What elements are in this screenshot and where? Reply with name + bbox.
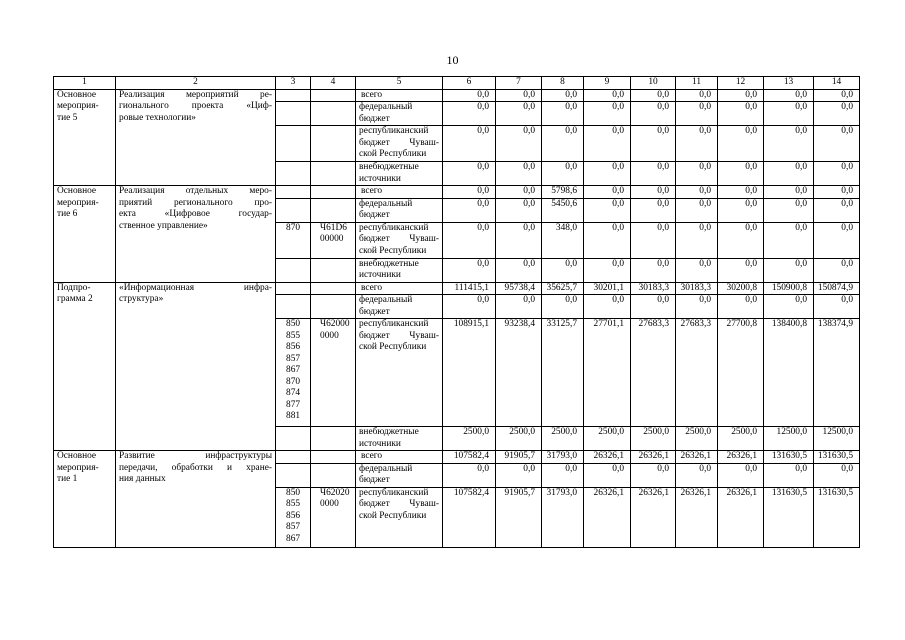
cell-line: мероприя- — [57, 462, 99, 473]
value-cell: 0,0 — [496, 222, 542, 258]
value-cell: 0,0 — [718, 126, 764, 162]
value-cell: 0,0 — [631, 186, 676, 199]
cell-line: ской Республики — [359, 149, 427, 159]
value-cell: 0,0 — [584, 102, 631, 126]
value-cell: 0,0 — [584, 186, 631, 199]
responsible-code — [276, 463, 311, 487]
value-cell: 0,0 — [496, 198, 542, 222]
cell-line: «Информационная инфра- — [119, 282, 272, 293]
classification-code — [311, 487, 356, 547]
funding-source — [356, 126, 443, 162]
value-cell: 30183,3 — [631, 282, 676, 295]
value-cell: 0,0 — [443, 258, 496, 282]
cell-line: 877 — [286, 399, 301, 410]
cell-line: внебюджетные — [359, 258, 419, 269]
value-cell: 0,0 — [631, 463, 676, 487]
cell-line: 857 — [286, 353, 301, 364]
value-cell: 2500,0 — [542, 427, 584, 451]
responsible-code — [276, 198, 311, 222]
value-cell: 0,0 — [443, 89, 496, 102]
value-cell: 0,0 — [631, 222, 676, 258]
value-cell: 91905,7 — [496, 451, 542, 464]
cell-line: 855 — [286, 499, 301, 509]
cell-line: ровые технологии» — [119, 112, 196, 123]
value-cell: 0,0 — [496, 295, 542, 319]
funding-source — [356, 186, 443, 199]
value-cell: 2500,0 — [496, 427, 542, 451]
value-cell: 0,0 — [631, 295, 676, 319]
value-cell: 26326,1 — [718, 487, 764, 547]
classification-code — [311, 162, 356, 186]
cell-line: федеральный — [359, 198, 413, 209]
column-number: 6 — [443, 77, 496, 90]
column-number: 14 — [814, 77, 860, 90]
value-cell: 0,0 — [764, 463, 814, 487]
value-cell: 0,0 — [764, 126, 814, 162]
value-cell: 0,0 — [631, 198, 676, 222]
budget-table — [53, 76, 860, 548]
column-number: 5 — [356, 77, 443, 90]
cell-line: федеральный — [359, 102, 413, 112]
funding-source — [356, 319, 443, 427]
classification-code — [311, 89, 356, 102]
column-number: 7 — [496, 77, 542, 90]
cell-line: внебюджетные — [359, 427, 419, 437]
cell-line: ской Республики — [359, 342, 427, 352]
value-cell: 108915,1 — [443, 319, 496, 427]
column-number: 11 — [676, 77, 718, 90]
cell-line: 870 — [286, 376, 301, 387]
classification-code — [311, 463, 356, 487]
value-cell: 131630,5 — [814, 451, 860, 464]
value-cell: 0,0 — [814, 102, 860, 126]
table-row — [54, 89, 860, 102]
value-cell: 0,0 — [814, 162, 860, 186]
responsible-code — [276, 89, 311, 102]
activity-name — [54, 451, 116, 548]
value-cell: 0,0 — [631, 102, 676, 126]
value-cell: 107582,4 — [443, 451, 496, 464]
cell-line: ской Республики — [359, 245, 427, 256]
value-cell: 0,0 — [764, 295, 814, 319]
cell-line: 0000 — [320, 330, 339, 341]
responsible-code — [276, 102, 311, 126]
value-cell: 0,0 — [542, 258, 584, 282]
cell-line: Реализация мероприятий ре- — [119, 89, 272, 100]
cell-line: ственное управление» — [119, 220, 208, 231]
cell-line: 0000 — [320, 499, 339, 509]
classification-code — [311, 126, 356, 162]
value-cell: 0,0 — [496, 126, 542, 162]
classification-code — [311, 295, 356, 319]
cell-line: мероприя- — [57, 101, 99, 111]
responsible-code — [276, 162, 311, 186]
value-cell: 27683,3 — [631, 319, 676, 427]
column-number: 4 — [311, 77, 356, 90]
value-cell: 0,0 — [496, 186, 542, 199]
funding-source — [356, 258, 443, 282]
responsible-code — [276, 282, 311, 295]
value-cell: 2500,0 — [631, 427, 676, 451]
cell-line: приятий регионального про- — [119, 197, 272, 208]
responsible-code — [276, 258, 311, 282]
value-cell: 0,0 — [584, 463, 631, 487]
funding-source — [356, 222, 443, 258]
cell-line: бюджет — [359, 113, 390, 124]
cell-line: 850 — [286, 319, 301, 329]
value-cell: 131630,5 — [764, 451, 814, 464]
value-cell: 0,0 — [584, 198, 631, 222]
cell-line: 00000 — [320, 234, 344, 244]
value-cell: 0,0 — [814, 126, 860, 162]
cell-line: Развитие инфраструктуры — [119, 451, 272, 461]
value-cell: 0,0 — [718, 222, 764, 258]
value-cell: 0,0 — [676, 126, 718, 162]
value-cell: 0,0 — [542, 89, 584, 102]
value-cell: 91905,7 — [496, 487, 542, 547]
cell-line: Ч62000 — [320, 319, 350, 329]
value-cell: 0,0 — [496, 102, 542, 126]
value-cell: 0,0 — [718, 162, 764, 186]
value-cell: 2500,0 — [584, 427, 631, 451]
cell-line: мероприя- — [57, 197, 99, 208]
value-cell: 0,0 — [764, 89, 814, 102]
cell-line: бюджет — [359, 210, 390, 220]
column-number: 8 — [542, 77, 584, 90]
cell-line: 856 — [286, 342, 301, 352]
value-cell: 0,0 — [764, 222, 814, 258]
value-cell: 27701,1 — [584, 319, 631, 427]
cell-line: бюджет Чуваш- — [359, 137, 439, 148]
column-number: 13 — [764, 77, 814, 90]
funding-source — [356, 295, 443, 319]
cell-line: республиканский — [359, 487, 429, 498]
value-cell: 0,0 — [676, 102, 718, 126]
cell-line: 874 — [286, 388, 301, 398]
cell-line: грамма 2 — [57, 294, 93, 304]
cell-line: федеральный — [359, 463, 413, 474]
column-number: 1 — [54, 77, 116, 90]
column-number: 3 — [276, 77, 311, 90]
classification-code — [311, 222, 356, 258]
value-cell: 0,0 — [584, 126, 631, 162]
value-cell: 0,0 — [676, 162, 718, 186]
activity-name — [54, 282, 116, 451]
classification-code — [311, 258, 356, 282]
value-cell: 0,0 — [496, 162, 542, 186]
cell-line: 867 — [286, 365, 301, 375]
value-cell: 0,0 — [814, 186, 860, 199]
cell-line: республиканский — [359, 319, 429, 329]
value-cell: 131630,5 — [814, 487, 860, 547]
classification-code — [311, 282, 356, 295]
column-number: 10 — [631, 77, 676, 90]
value-cell: 0,0 — [718, 89, 764, 102]
table-row — [54, 451, 860, 464]
value-cell: 95738,4 — [496, 282, 542, 295]
cell-line: бюджет — [359, 306, 390, 317]
value-cell: 0,0 — [718, 198, 764, 222]
cell-line: 850 — [286, 487, 301, 498]
cell-line: передачи, обработки и хране- — [119, 462, 272, 473]
cell-line: Реализация отдельных меро- — [119, 186, 272, 196]
cell-line: Подпро- — [57, 282, 91, 293]
table-row — [54, 186, 860, 199]
cell-line: всего — [361, 89, 383, 100]
responsible-code — [276, 319, 311, 427]
cell-line: Основное — [57, 451, 97, 461]
value-cell: 0,0 — [443, 102, 496, 126]
activity-description — [116, 89, 276, 186]
value-cell: 30201,1 — [584, 282, 631, 295]
value-cell: 0,0 — [584, 258, 631, 282]
cell-line: 857 — [286, 522, 301, 532]
value-cell: 27683,3 — [676, 319, 718, 427]
funding-source — [356, 282, 443, 295]
value-cell: 0,0 — [631, 89, 676, 102]
value-cell: 0,0 — [718, 463, 764, 487]
value-cell: 138374,9 — [814, 319, 860, 427]
value-cell: 0,0 — [443, 198, 496, 222]
value-cell: 0,0 — [814, 463, 860, 487]
funding-source — [356, 162, 443, 186]
funding-source — [356, 463, 443, 487]
value-cell: 0,0 — [443, 186, 496, 199]
cell-line: Основное — [57, 89, 97, 100]
cell-line: тие 1 — [57, 474, 78, 484]
cell-line: 855 — [286, 330, 301, 341]
value-cell: 0,0 — [718, 102, 764, 126]
value-cell: 0,0 — [718, 186, 764, 199]
column-number: 2 — [116, 77, 276, 90]
classification-code — [311, 102, 356, 126]
value-cell: 0,0 — [496, 258, 542, 282]
value-cell: 26326,1 — [676, 487, 718, 547]
value-cell: 26326,1 — [584, 487, 631, 547]
table-row — [54, 282, 860, 295]
value-cell: 150900,8 — [764, 282, 814, 295]
cell-line: источники — [359, 173, 401, 184]
responsible-code — [276, 295, 311, 319]
value-cell: 0,0 — [718, 295, 764, 319]
value-cell: 0,0 — [542, 162, 584, 186]
funding-source — [356, 427, 443, 451]
value-cell: 0,0 — [443, 222, 496, 258]
value-cell: 0,0 — [764, 102, 814, 126]
value-cell: 0,0 — [764, 162, 814, 186]
value-cell: 0,0 — [496, 89, 542, 102]
value-cell: 0,0 — [542, 102, 584, 126]
value-cell: 0,0 — [443, 126, 496, 162]
cell-line: 856 — [286, 510, 301, 521]
responsible-code — [276, 451, 311, 464]
value-cell: 33125,7 — [542, 319, 584, 427]
value-cell: 2500,0 — [676, 427, 718, 451]
value-cell: 0,0 — [814, 258, 860, 282]
activity-name — [54, 89, 116, 186]
value-cell: 5450,6 — [542, 198, 584, 222]
value-cell: 0,0 — [496, 463, 542, 487]
value-cell: 26326,1 — [631, 451, 676, 464]
cell-line: бюджет — [359, 475, 390, 485]
value-cell: 0,0 — [631, 258, 676, 282]
cell-line: 870 — [286, 222, 301, 233]
funding-source — [356, 89, 443, 102]
activity-description — [116, 186, 276, 283]
value-cell: 12500,0 — [814, 427, 860, 451]
value-cell: 31793,0 — [542, 451, 584, 464]
cell-line: бюджет Чуваш- — [359, 234, 439, 244]
value-cell: 0,0 — [542, 126, 584, 162]
cell-line: Ч61D6 — [320, 222, 347, 233]
cell-line: екта «Цифровое государ- — [119, 209, 272, 219]
value-cell: 26326,1 — [718, 451, 764, 464]
value-cell: 107582,4 — [443, 487, 496, 547]
cell-line: источники — [359, 270, 401, 280]
cell-line: ской Республики — [359, 510, 427, 521]
value-cell: 0,0 — [676, 295, 718, 319]
value-cell: 131630,5 — [764, 487, 814, 547]
classification-code — [311, 319, 356, 427]
value-cell: 26326,1 — [584, 451, 631, 464]
cell-line: 881 — [286, 411, 301, 421]
cell-line: тие 5 — [57, 112, 78, 123]
value-cell: 348,0 — [542, 222, 584, 258]
value-cell: 111415,1 — [443, 282, 496, 295]
value-cell: 0,0 — [814, 222, 860, 258]
value-cell: 0,0 — [764, 186, 814, 199]
value-cell: 0,0 — [542, 295, 584, 319]
funding-source — [356, 451, 443, 464]
value-cell: 0,0 — [676, 463, 718, 487]
value-cell: 27700,8 — [718, 319, 764, 427]
value-cell: 138400,8 — [764, 319, 814, 427]
funding-source — [356, 487, 443, 547]
responsible-code — [276, 126, 311, 162]
column-number: 9 — [584, 77, 631, 90]
value-cell: 0,0 — [814, 198, 860, 222]
value-cell: 0,0 — [676, 89, 718, 102]
cell-line: бюджет Чуваш- — [359, 499, 439, 509]
cell-line: всего — [361, 186, 383, 196]
value-cell: 12500,0 — [764, 427, 814, 451]
value-cell: 2500,0 — [718, 427, 764, 451]
value-cell: 30200,8 — [718, 282, 764, 295]
classification-code — [311, 186, 356, 199]
classification-code — [311, 427, 356, 451]
activity-description — [116, 282, 276, 451]
cell-line: гионального проекта «Циф- — [119, 101, 272, 111]
value-cell: 0,0 — [542, 463, 584, 487]
cell-line: внебюджетные — [359, 162, 419, 172]
activity-name — [54, 186, 116, 283]
funding-source — [356, 102, 443, 126]
value-cell: 150874,9 — [814, 282, 860, 295]
value-cell: 0,0 — [676, 186, 718, 199]
value-cell: 0,0 — [676, 222, 718, 258]
responsible-code — [276, 487, 311, 547]
value-cell: 0,0 — [676, 258, 718, 282]
activity-description — [116, 451, 276, 548]
value-cell: 0,0 — [814, 89, 860, 102]
value-cell: 31793,0 — [542, 487, 584, 547]
responsible-code — [276, 427, 311, 451]
responsible-code — [276, 186, 311, 199]
cell-line: 867 — [286, 533, 301, 544]
value-cell: 0,0 — [443, 295, 496, 319]
cell-line: Ч62020 — [320, 487, 350, 498]
value-cell: 0,0 — [584, 89, 631, 102]
value-cell: 0,0 — [718, 258, 764, 282]
value-cell: 0,0 — [443, 463, 496, 487]
classification-code — [311, 451, 356, 464]
value-cell: 26326,1 — [676, 451, 718, 464]
value-cell: 0,0 — [584, 295, 631, 319]
header-row — [54, 77, 860, 90]
value-cell: 0,0 — [764, 198, 814, 222]
value-cell: 93238,4 — [496, 319, 542, 427]
value-cell: 0,0 — [443, 162, 496, 186]
cell-line: республиканский — [359, 126, 429, 136]
value-cell: 0,0 — [584, 162, 631, 186]
cell-line: всего — [361, 451, 383, 461]
cell-line: структура» — [119, 294, 164, 304]
value-cell: 5798,6 — [542, 186, 584, 199]
cell-line: ния данных — [119, 474, 166, 484]
value-cell: 2500,0 — [443, 427, 496, 451]
cell-line: всего — [361, 282, 383, 293]
value-cell: 35625,7 — [542, 282, 584, 295]
page-number: 10 — [446, 53, 459, 67]
classification-code — [311, 198, 356, 222]
value-cell: 0,0 — [631, 126, 676, 162]
value-cell: 0,0 — [814, 295, 860, 319]
cell-line: тие 6 — [57, 209, 78, 219]
value-cell: 26326,1 — [631, 487, 676, 547]
cell-line: федеральный — [359, 295, 413, 305]
funding-source — [356, 198, 443, 222]
cell-line: республиканский — [359, 222, 429, 233]
column-number: 12 — [718, 77, 764, 90]
value-cell: 0,0 — [676, 198, 718, 222]
cell-line: Основное — [57, 186, 97, 196]
value-cell: 0,0 — [631, 162, 676, 186]
value-cell: 30183,3 — [676, 282, 718, 295]
cell-line: источники — [359, 438, 401, 449]
responsible-code — [276, 222, 311, 258]
cell-line: бюджет Чуваш- — [359, 330, 439, 341]
value-cell: 0,0 — [584, 222, 631, 258]
value-cell: 0,0 — [764, 258, 814, 282]
